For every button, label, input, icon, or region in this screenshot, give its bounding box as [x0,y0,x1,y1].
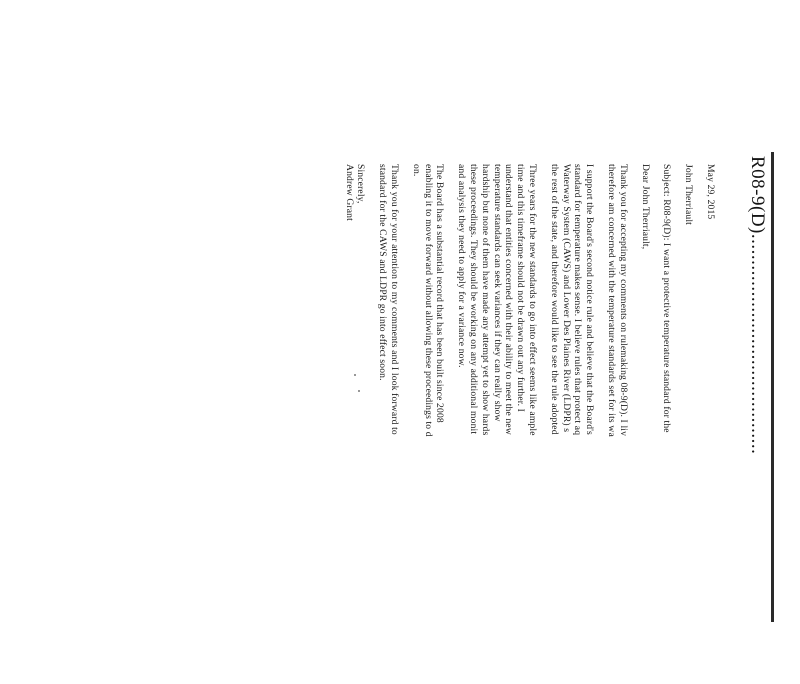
paragraph-line: Thank you for accepting my comments on rulemaking 08-9(D). I liv [617,164,629,437]
letter-signature: Andrew Grant [343,164,355,221]
paragraph-line: on. [410,164,422,177]
paragraph-line: enabling it to move forward without allowing these proceedings to d [422,164,434,437]
paragraph-line: the rest of the state, and therefore would like to see the rule adopted [548,164,560,435]
header-rule [771,152,774,622]
paragraph-line: I support the Board's second notice rule and believe that the Board's [584,164,596,435]
paragraph-record [410,164,445,684]
paragraph-line: and analysis they need to apply for a variance now. [456,164,468,368]
paragraph-line: Waterway System (CAWS) and Lower Des Plaines River (LDPR) s [560,164,572,433]
scan-speck [354,374,356,376]
letter-page [304,152,774,622]
paragraph-intro [605,164,629,684]
letter-recipient: John Therriault [683,164,695,225]
paragraph-line: The Board has a substantial record that has been built since 2008 [434,164,446,423]
document-header: R08-9(D).......................................... [747,156,768,455]
paragraph-line: standard for temperature makes sense. I believe rules that protect aq [572,164,584,436]
paragraph-thanks [376,164,400,684]
letter-body [343,164,716,684]
letter-salutation: Dear John Therriault, [639,164,651,250]
paragraph-line: these proceedings. They should be working on any additional monit [468,164,480,435]
paragraph-line: standard for the CAWS and LDPR go into effect soon. [377,164,389,381]
paragraph-support [548,164,595,684]
paragraph-line: therefore am concerned with the temperature standards set for its wa [606,164,618,437]
paragraph-line: understand that entities concerned with their ability to meet the new [503,164,515,435]
paragraph-line: temperature standards can seek variances if they can really show [491,164,503,422]
paragraph-timeframe [455,164,538,684]
letter-date: May 29, 2015 [705,164,716,220]
paragraph-line: Three years for the new standards to go into effect seems like ample [527,164,539,436]
letter-subject: Subject: R08-9(D): I want a protective temperature standard for the [661,164,673,433]
letter-closing: Sincerely, [355,164,367,204]
paragraph-line: Thank you for your attention to my comments and I look forward to [389,164,401,435]
paragraph-line: time and this timeframe should not be drawn out any further. I [515,164,527,413]
scan-speck [358,390,360,392]
paragraph-line: hardship but none of them have made any attempt yet to show hards [479,164,491,436]
